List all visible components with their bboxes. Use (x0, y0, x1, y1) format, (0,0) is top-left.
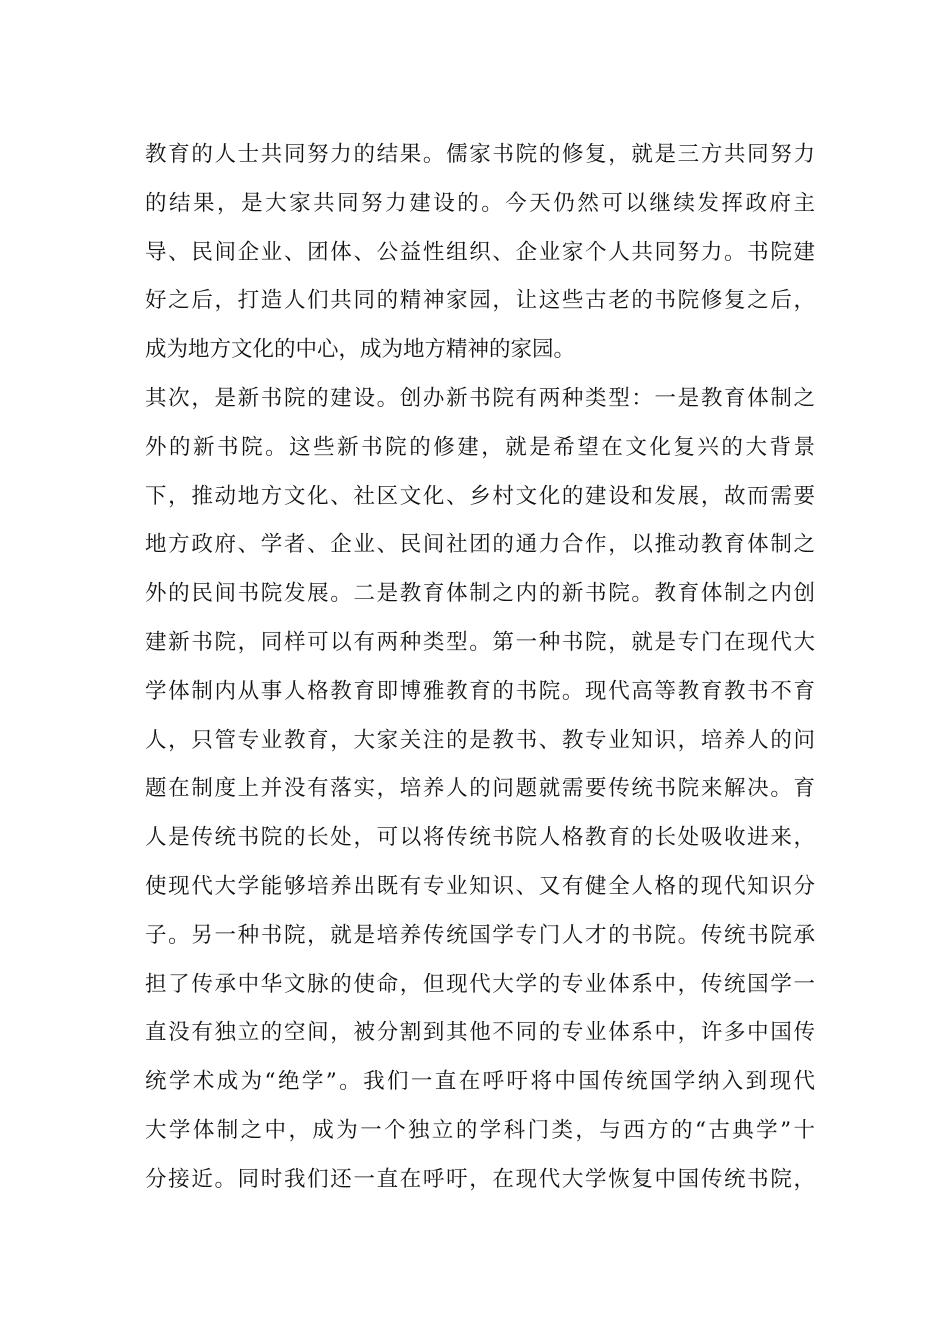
text-line: 外的民间书院发展。二是教育体制之内的新书院。教育体制之内创 (145, 581, 815, 607)
text-line: 统学术成为“绝学”。我们一直在呼吁将中国传统国学纳入到现代 (145, 1069, 815, 1095)
body-text (145, 131, 815, 1205)
text-line: 大学体制之中，成为一个独立的学科门类，与西方的“古典学”十 (145, 1117, 815, 1143)
text-line: 人是传统书院的长处，可以将传统书院人格教育的长处吸收进来， (145, 825, 815, 851)
text-line: 地方政府、学者、企业、民间社团的通力合作，以推动教育体制之 (145, 532, 815, 558)
text-line: 的结果，是大家共同努力建设的。今天仍然可以继续发挥政府主 (145, 190, 815, 216)
text-line: 题在制度上并没有落实，培养人的问题就需要传统书院来解决。育 (145, 776, 815, 802)
text-line: 建新书院，同样可以有两种类型。第一种书院，就是专门在现代大 (145, 629, 815, 655)
text-line: 导、民间企业、团体、公益性组织、企业家个人共同努力。书院建 (145, 239, 815, 265)
text-line: 直没有独立的空间，被分割到其他不同的专业体系中，许多中国传 (145, 1020, 815, 1046)
text-line: 成为地方文化的中心，成为地方精神的家园。 (145, 337, 576, 363)
text-line: 人，只管专业教育，大家关注的是教书、教专业知识，培养人的问 (145, 727, 815, 753)
text-line: 其次，是新书院的建设。创办新书院有两种类型：一是教育体制之 (145, 385, 815, 411)
text-line: 下，推动地方文化、社区文化、乡村文化的建设和发展，故而需要 (145, 483, 815, 509)
text-line: 学体制内从事人格教育即博雅教育的书院。现代高等教育教书不育 (145, 678, 815, 704)
text-line: 教育的人士共同努力的结果。儒家书院的修复，就是三方共同努力 (145, 142, 815, 167)
text-line: 外的新书院。这些新书院的修建，就是希望在文化复兴的大背景 (145, 434, 815, 460)
text-line: 使现代大学能够培养出既有专业知识、又有健全人格的现代知识分 (145, 873, 815, 899)
text-line: 分接近。同时我们还一直在呼吁，在现代大学恢复中国传统书院， (145, 1166, 815, 1192)
text-line: 好之后，打造人们共同的精神家园，让这些古老的书院修复之后， (145, 288, 815, 314)
text-line: 子。另一种书院，就是培养传统国学专门人才的书院。传统书院承 (145, 922, 815, 948)
text-line: 担了传承中华文脉的使命，但现代大学的专业体系中，传统国学一 (145, 971, 815, 997)
